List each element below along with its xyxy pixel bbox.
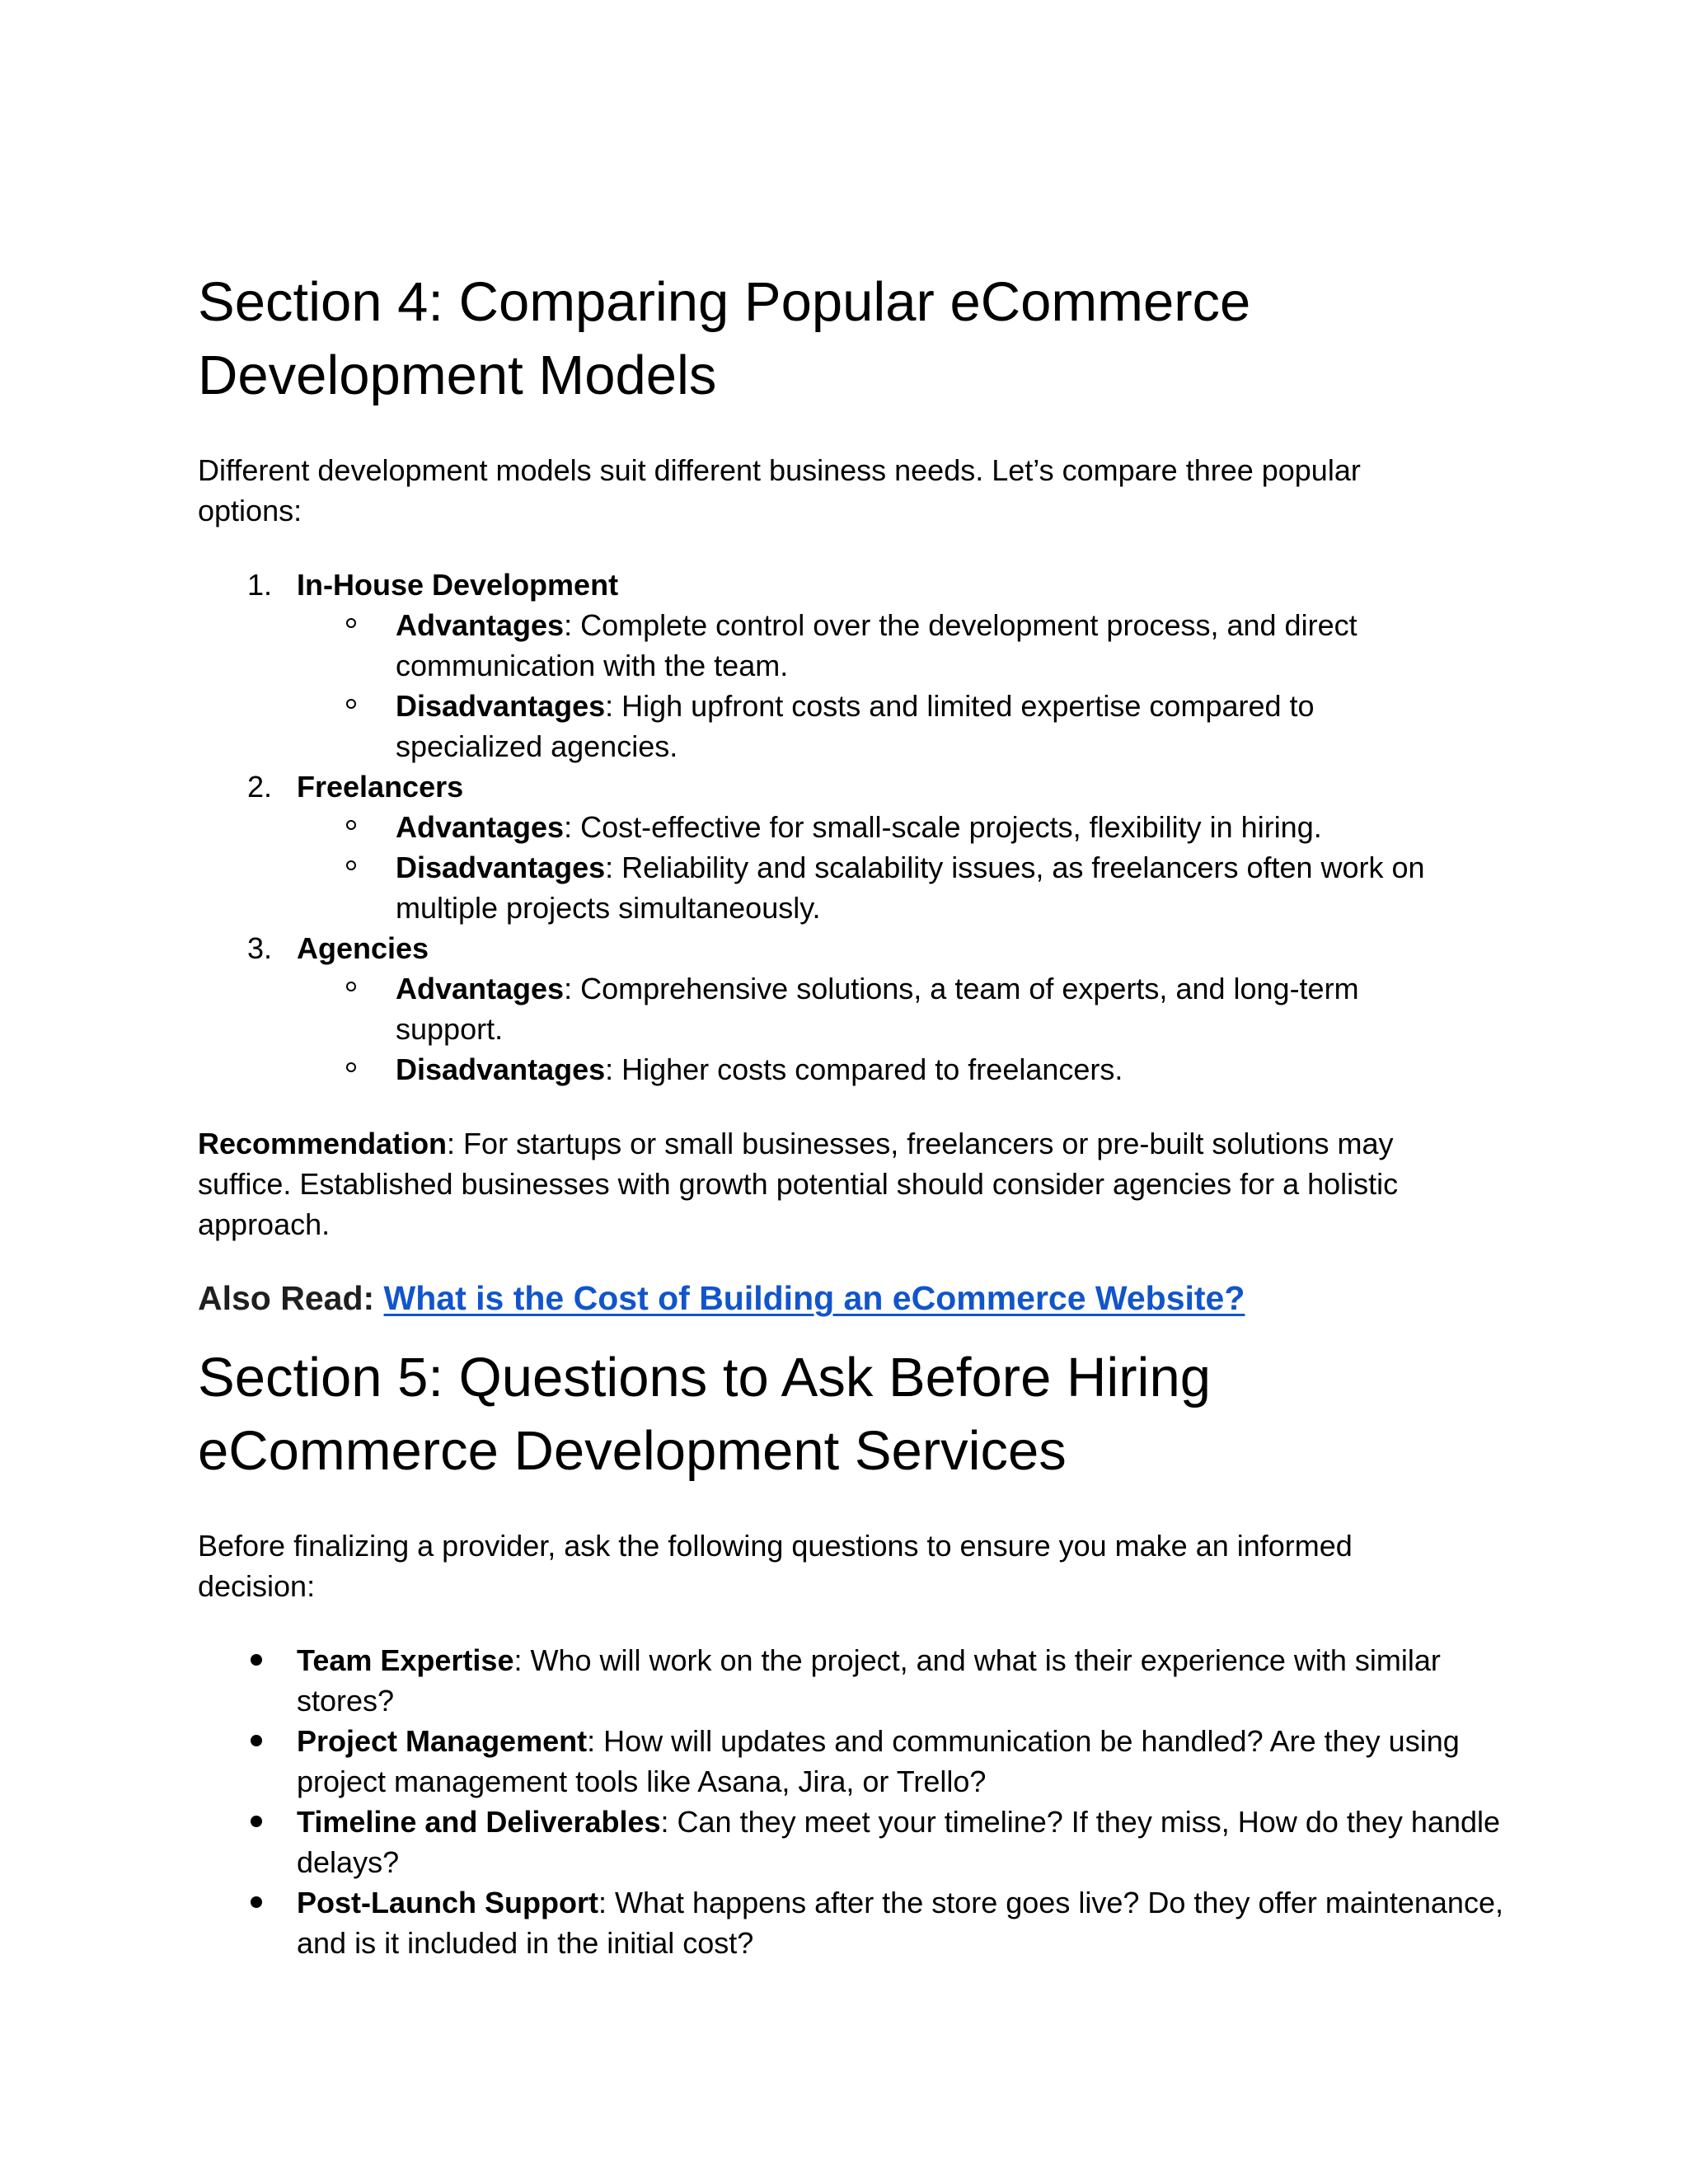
model-points	[297, 807, 1484, 928]
bullet-icon	[251, 1735, 262, 1746]
section-4-intro: Different development models suit different business needs. Let’s compare three popular options:	[198, 453, 1361, 527]
section-5-title-line2: eCommerce Development Services	[198, 1420, 1067, 1482]
model-points	[297, 968, 1484, 1090]
disadvantages-label: Disadvantages	[396, 851, 606, 884]
hollow-bullet-icon	[346, 1062, 356, 1072]
disadvantages-text: : Reliability and scalability issues, as freelancers often work on multiple projects simultaneously.	[396, 851, 1425, 925]
advantages-label: Advantages	[396, 810, 565, 844]
also-read-label: Also Read:	[198, 1279, 384, 1317]
question-text: : Can they meet your timeline? If they miss, How do they handle delays?	[297, 1805, 1501, 1879]
model-item-in-house	[198, 565, 1484, 766]
model-name: Freelancers	[297, 770, 464, 804]
model-item-freelancers	[198, 766, 1484, 928]
recommendation-text: : For startups or small businesses, freelancers or pre-built solutions may suffice. Established businesses with growth potential should consider agencies for a holistic approach.	[198, 1127, 1399, 1241]
hollow-bullet-icon	[346, 618, 356, 628]
hollow-bullet-icon	[346, 820, 356, 830]
bullet-icon	[251, 1896, 262, 1908]
model-points	[297, 605, 1484, 766]
question-item	[198, 1640, 1517, 1721]
hollow-bullet-icon	[346, 699, 356, 709]
disadvantages-point	[297, 686, 1467, 766]
hollow-bullet-icon	[346, 982, 356, 991]
question-item	[198, 1882, 1517, 1963]
section-4-title	[198, 265, 1508, 412]
disadvantages-point	[297, 847, 1500, 928]
advantages-label: Advantages	[396, 972, 565, 1005]
question-label: Project Management	[297, 1724, 588, 1758]
model-item-agencies	[198, 928, 1484, 1090]
hollow-bullet-icon	[346, 860, 356, 870]
question-text: : What happens after the store goes live? Do they offer maintenance, and is it included in the initial cost?	[297, 1886, 1503, 1960]
question-item	[198, 1721, 1517, 1802]
disadvantages-label: Disadvantages	[396, 1052, 606, 1086]
disadvantages-text: : Higher costs compared to freelancers.	[605, 1052, 1123, 1086]
question-text: : Who will work on the project, and what is their experience with similar stores?	[297, 1643, 1441, 1718]
advantages-text: : Comprehensive solutions, a team of experts, and long-term support.	[396, 972, 1359, 1046]
question-text: : How will updates and communication be handled? Are they using project management tools like Asana, Jira, or Trello?	[297, 1724, 1460, 1798]
question-label: Post-Launch Support	[297, 1886, 598, 1919]
also-read-link[interactable]: What is the Cost of Building an eCommerce Website?	[383, 1279, 1245, 1317]
advantages-text: : Complete control over the development process, and direct communication with the team.	[396, 608, 1357, 682]
model-name: Agencies	[297, 931, 429, 965]
section-5-intro: Before finalizing a provider, ask the following questions to ensure you make an informed decision:	[198, 1529, 1353, 1603]
advantages-label: Advantages	[396, 608, 565, 642]
list-number: 3.	[247, 931, 273, 965]
section-4-title-line2: Development Models	[198, 344, 717, 406]
list-number: 2.	[247, 770, 273, 804]
section-5-title	[198, 1341, 1508, 1488]
section-4-title-line1: Section 4: Comparing Popular eCommerce	[198, 271, 1251, 333]
model-name: In-House Development	[297, 568, 619, 602]
bullet-icon	[251, 1654, 262, 1666]
disadvantages-label: Disadvantages	[396, 689, 606, 723]
document-page	[198, 265, 1508, 1963]
question-label: Timeline and Deliverables	[297, 1805, 661, 1839]
bullet-icon	[251, 1816, 262, 1827]
question-label: Team Expertise	[297, 1643, 514, 1677]
questions-list	[198, 1640, 1517, 1963]
advantages-point	[297, 807, 1500, 847]
section-5-title-line1: Section 5: Questions to Ask Before Hiring	[198, 1347, 1211, 1408]
question-item	[198, 1802, 1517, 1882]
disadvantages-text: : High upfront costs and limited expertise compared to specialized agencies.	[396, 689, 1315, 763]
list-number: 1.	[247, 568, 273, 602]
advantages-text: : Cost-effective for small-scale projects, flexibility in hiring.	[564, 810, 1322, 844]
recommendation-paragraph	[198, 1123, 1442, 1244]
disadvantages-point	[297, 1049, 1467, 1090]
advantages-point	[297, 968, 1467, 1049]
also-read-line	[198, 1275, 1508, 1321]
recommendation-label: Recommendation	[198, 1127, 448, 1160]
advantages-point	[297, 605, 1467, 686]
development-models-list	[198, 565, 1484, 1090]
